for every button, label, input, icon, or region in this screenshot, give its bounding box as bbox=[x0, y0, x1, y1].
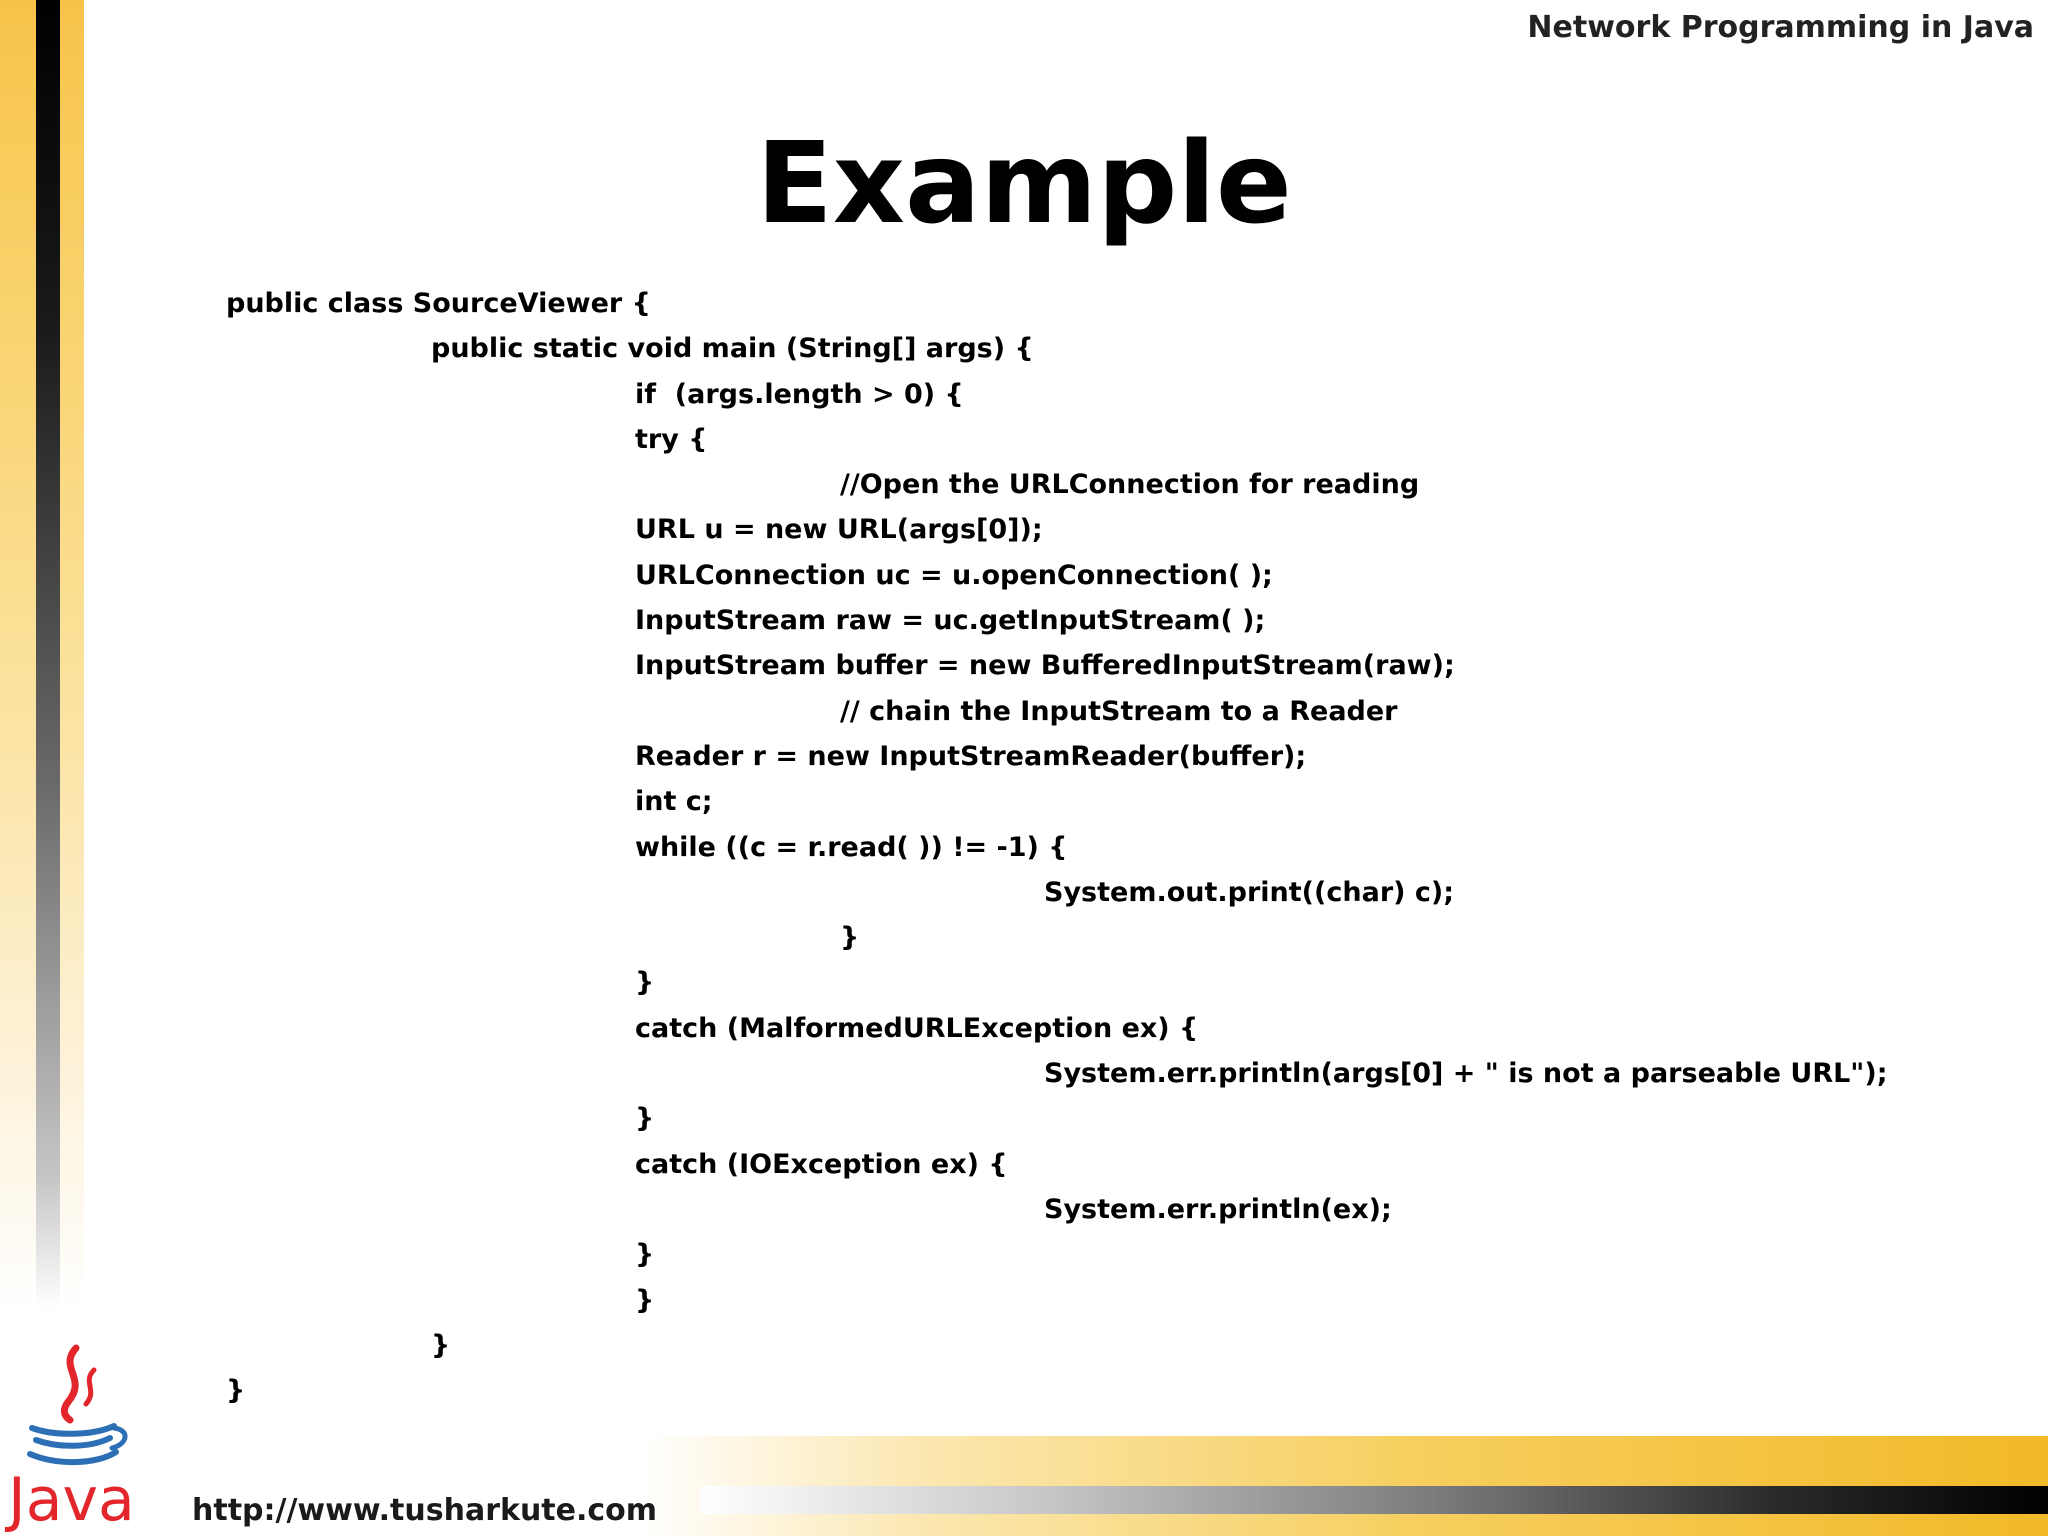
code-line: System.err.println(ex); bbox=[1044, 1193, 1392, 1225]
code-line: Reader r = new InputStreamReader(buffer); bbox=[635, 740, 1307, 772]
bottom-decorative-bar bbox=[700, 1486, 2048, 1514]
code-line: InputStream raw = uc.getInputStream( ); bbox=[635, 605, 1266, 637]
header-title: Network Programming in Java bbox=[1527, 10, 2034, 45]
slide-title: Example bbox=[756, 119, 1292, 249]
code-line: catch (IOException ex) { bbox=[635, 1148, 1008, 1180]
code-line: catch (MalformedURLException ex) { bbox=[635, 1012, 1199, 1044]
code-line: } bbox=[635, 1239, 655, 1271]
footer-url: http://www.tusharkute.com bbox=[192, 1493, 658, 1528]
code-line: URLConnection uc = u.openConnection( ); bbox=[635, 559, 1273, 591]
code-line: } bbox=[635, 967, 655, 999]
code-line: while ((c = r.read( )) != -1) { bbox=[635, 831, 1068, 863]
code-line: System.err.println(args[0] + " is not a parseable URL"); bbox=[1044, 1058, 1888, 1090]
code-line: URL u = new URL(args[0]); bbox=[635, 514, 1043, 546]
java-logo-text: Java bbox=[8, 1465, 135, 1535]
code-line: //Open the URLConnection for reading bbox=[840, 469, 1420, 501]
code-block bbox=[226, 281, 1888, 1413]
code-line: } bbox=[635, 1284, 655, 1316]
code-line: } bbox=[431, 1329, 451, 1361]
code-line: InputStream buffer = new BufferedInputStream(raw); bbox=[635, 650, 1455, 682]
code-line: // chain the InputStream to a Reader bbox=[840, 695, 1398, 727]
code-line: System.out.print((char) c); bbox=[1044, 876, 1455, 908]
code-line: try { bbox=[635, 423, 708, 455]
code-line: } bbox=[635, 1103, 655, 1135]
code-line: } bbox=[840, 922, 860, 954]
code-line: } bbox=[226, 1375, 246, 1407]
code-line: public class SourceViewer { bbox=[226, 288, 651, 319]
code-line: int c; bbox=[635, 786, 713, 818]
code-line: public static void main (String[] args) { bbox=[431, 333, 1034, 365]
code-line: if (args.length > 0) { bbox=[635, 378, 964, 410]
